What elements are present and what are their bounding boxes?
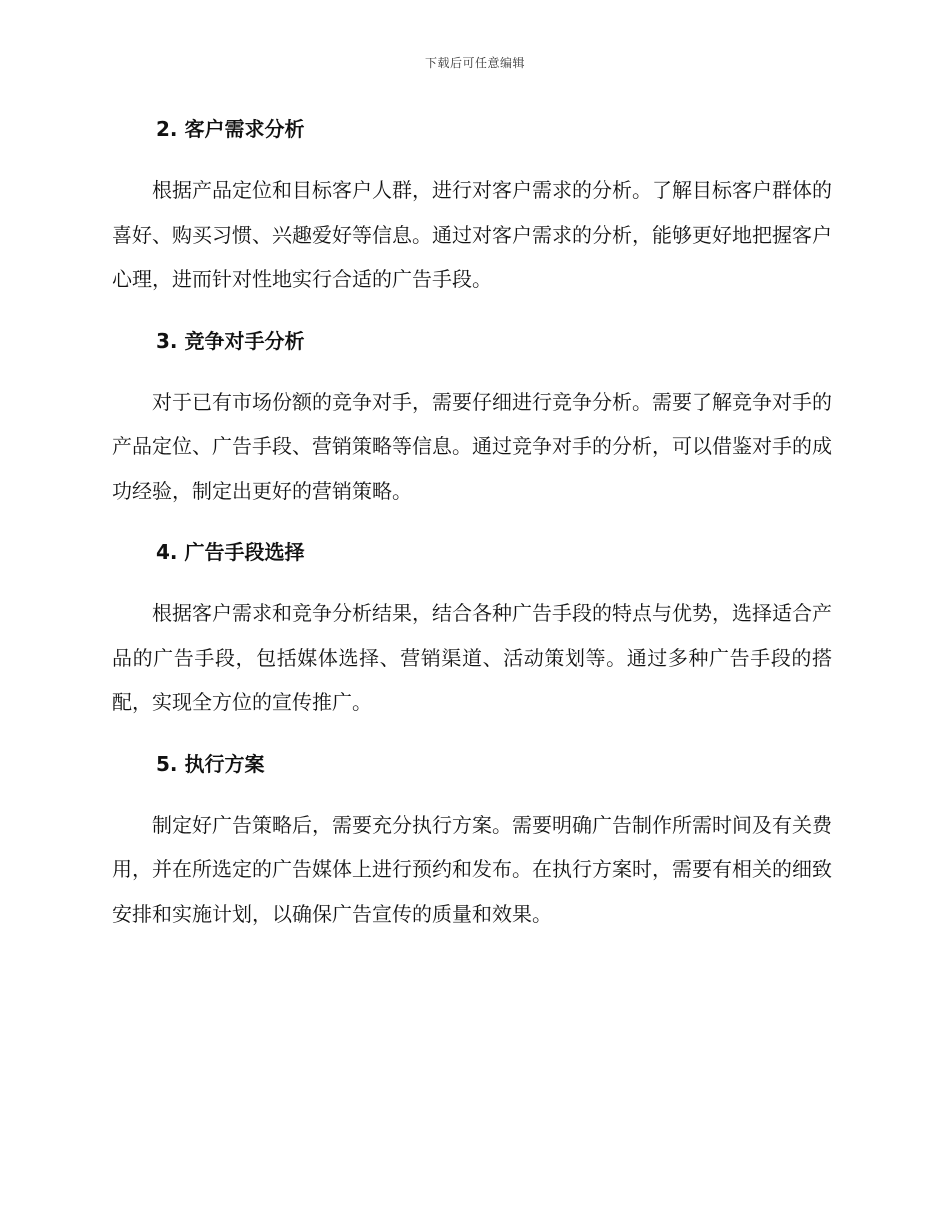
- section-paragraph: 根据客户需求和竞争分析结果，结合各种广告手段的特点与优势，选择适合产品的广告手段，包括媒体选择、营销渠道、活动策划等。通过多种广告手段的搭配，实现全方位的宣传推广。: [112, 601, 832, 714]
- section-heading: 4. 广告手段选择: [156, 540, 305, 564]
- section-heading: 3. 竞争对手分析: [156, 328, 305, 353]
- section-customer-needs: [112, 112, 832, 302]
- section-heading: 5. 执行方案: [156, 751, 265, 776]
- section-ad-method-selection: [112, 535, 832, 725]
- section-paragraph: 制定好广告策略后，需要充分执行方案。需要明确广告制作所需时间及有关费用，并在所选定的广告媒体上进行预约和发布。在执行方案时，需要有相关的细致安排和实施计划，以确保广告宣传的质量和效果。: [112, 812, 832, 926]
- section-paragraph: 对于已有市场份额的竞争对手，需要仔细进行竞争分析。需要了解竞争对手的产品定位、广告手段、营销策略等信息。通过竞争对手的分析，可以借鉴对手的成功经验，制定出更好的营销策略。: [112, 389, 832, 503]
- section-heading: 2. 客户需求分析: [156, 117, 305, 141]
- section-competitor-analysis: [112, 324, 832, 514]
- document-content: [112, 112, 832, 958]
- section-execution-plan: [112, 747, 832, 937]
- page-header: 下载后可任意编辑: [424, 56, 525, 70]
- section-paragraph: 根据产品定位和目标客户人群，进行对客户需求的分析。了解目标客户群体的喜好、购买习惯、兴趣爱好等信息。通过对客户需求的分析，能够更好地把握客户心理，进而针对性地实行合适的广告手段。: [112, 178, 832, 291]
